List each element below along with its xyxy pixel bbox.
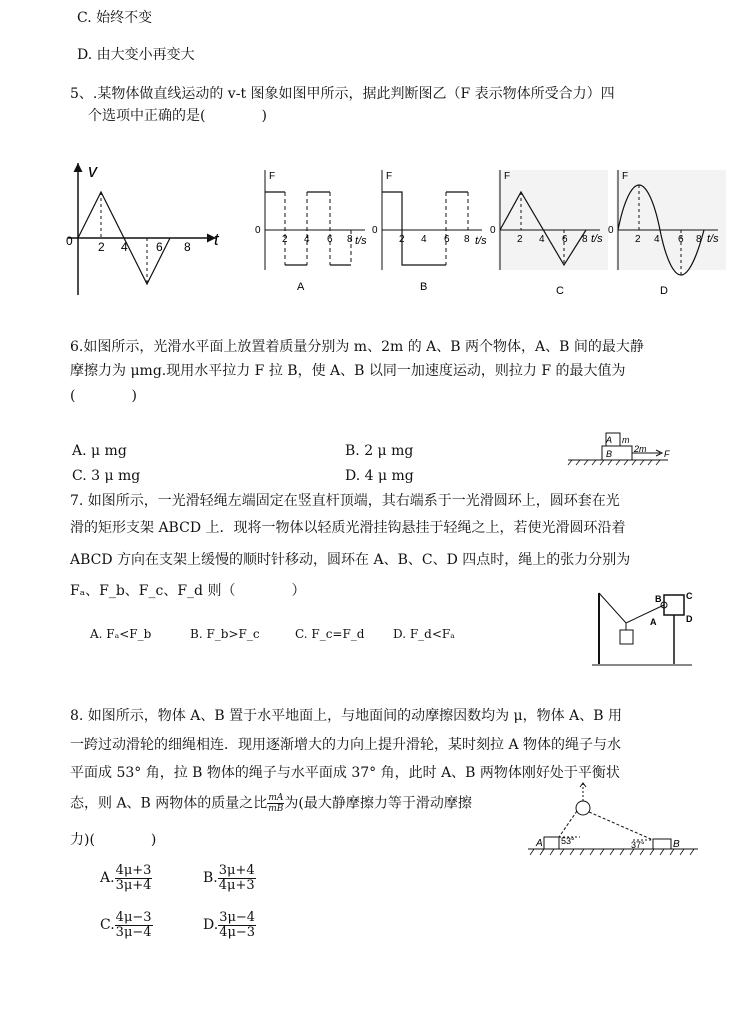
graph-c-origin: 0 <box>490 225 496 236</box>
graph-d-tick-6: 6 <box>678 234 684 245</box>
q8-fig-angle-53: 53° <box>561 836 575 846</box>
q8-stem-line3: 平面成 53° 角，拉 B 物体的绳子与水平面成 37° 角，此时 A、B 两物体刚好处于平衡状 <box>70 765 620 781</box>
graph-a-tick-6: 6 <box>327 234 333 245</box>
graph-b-origin: 0 <box>372 225 378 236</box>
q8-option-b-num: 3μ+4 <box>218 862 255 878</box>
graph-d-xlabel: t/s <box>707 233 719 245</box>
graph-b-tick-2: 2 <box>399 234 405 245</box>
graph-a-ylabel: F <box>269 171 276 182</box>
q7-stem-line2: 滑的矩形支架 ABCD 上．现将一物体以轻质光滑挂钩悬挂于轻绳之上，若使光滑圆环沿着 <box>70 520 626 536</box>
q8-fig-angle-37: 37° <box>631 840 645 850</box>
graph-b-tick-4: 4 <box>421 234 427 245</box>
q6-fig-2m: 2m <box>634 444 647 454</box>
graph-a-tick-8: 8 <box>347 234 353 245</box>
q8-option-d-den: 4μ−3 <box>219 924 256 940</box>
q7-option-b: B. F_b>F_c <box>190 627 260 641</box>
graph-d-tick-2: 2 <box>635 234 641 245</box>
graph-b-ylabel: F <box>386 171 393 182</box>
q8-option-c-num: 4μ−3 <box>115 909 152 925</box>
q8-stem-line4 <box>70 793 472 814</box>
graph-d-tick-4: 4 <box>654 234 660 245</box>
graph-b-xlabel: t/s <box>475 235 487 247</box>
q8-ratio-num: mA <box>268 793 284 803</box>
q4-option-d: D. 由大变小再变大 <box>77 47 195 63</box>
q8-option-c-den: 3μ−4 <box>115 924 152 940</box>
q7-stem-line4: Fₐ、F_b、F_c、F_d 则（ ） <box>70 583 306 599</box>
graph-b-label: B <box>420 281 428 293</box>
q7-fig-d: D <box>686 614 693 624</box>
q8-option-b-label: B. <box>203 870 218 886</box>
q8-fig-a: A <box>536 838 543 849</box>
graph-d-origin: 0 <box>608 225 614 236</box>
q6-stem-line3: ( ) <box>70 388 137 404</box>
graph-c-xlabel: t/s <box>591 233 603 245</box>
q7-figure <box>592 590 702 670</box>
q8-option-b-den: 4μ+3 <box>218 877 255 893</box>
q6-stem-line1: 6.如图所示，光滑水平面上放置着质量分别为 m、2m 的 A、B 两个物体，A、B 间的最大静 <box>70 339 644 355</box>
q6-fig-a: A <box>606 435 613 445</box>
q8-stem-line5: 力)( ) <box>70 832 157 848</box>
vt-graph <box>66 155 226 300</box>
graph-d <box>608 170 728 300</box>
q8-stem-line4-a: 态，则 A、B 两物体的质量之比 <box>70 795 268 812</box>
graph-a-origin: 0 <box>255 225 261 236</box>
graph-a-tick-2: 2 <box>282 234 288 245</box>
graph-c-tick-6: 6 <box>562 234 568 245</box>
vt-ylabel: v <box>88 161 97 181</box>
q8-figure <box>528 783 708 863</box>
q7-stem-line3: ABCD 方向在支架上缓慢的顺时针移动，圆环在 A、B、C、D 四点时，绳上的张力分别为 <box>70 552 631 568</box>
graph-d-ylabel: F <box>622 171 629 182</box>
graph-a-tick-4: 4 <box>304 234 310 245</box>
q6-fig-b: B <box>606 449 613 459</box>
q4-option-c: C. 始终不变 <box>77 10 153 26</box>
graph-c-ylabel: F <box>504 171 511 182</box>
q6-option-a: A. μ mg <box>72 443 127 459</box>
q8-option-a-label: A. <box>100 870 115 886</box>
q8-fig-b: B <box>673 839 680 850</box>
graph-a <box>255 170 375 300</box>
q7-option-a: A. Fₐ<F_b <box>90 627 152 641</box>
q8-option-d <box>203 907 256 943</box>
vt-tick-6: 6 <box>156 240 163 254</box>
q6-fig-m: m <box>622 435 630 445</box>
q8-stem-line2: 一跨过动滑轮的细绳相连．现用逐渐增大的力向上提升滑轮，某时刻拉 A 物体的绳子与水 <box>70 737 622 753</box>
q6-option-d: D. 4 μ mg <box>345 468 414 484</box>
q7-option-d: D. F_d<Fₐ <box>393 627 455 641</box>
q8-mass-ratio <box>267 793 284 814</box>
q7-stem-line1: 7. 如图所示，一光滑轻绳左端固定在竖直杆顶端，其右端系于一光滑圆环上，圆环套在光 <box>70 493 620 509</box>
q5-stem-line2: 个选项中正确的是( ) <box>88 108 267 124</box>
q8-option-d-num: 3μ−4 <box>219 909 256 925</box>
graph-b <box>372 170 492 300</box>
q7-option-c: C. F_c=F_d <box>295 627 365 641</box>
q8-stem-line4-b: 为(最大静摩擦力等于滑动摩擦 <box>284 795 472 812</box>
q7-fig-b: B <box>655 594 662 604</box>
q5-stem-line1: 5、.某物体做直线运动的 v-t 图象如图甲所示，据此判断图乙（F 表示物体所受合力）四 <box>70 86 615 102</box>
q8-option-a <box>100 860 152 896</box>
graph-c <box>490 170 610 300</box>
graph-c-tick-8: 8 <box>582 234 588 245</box>
vt-tick-8: 8 <box>184 240 191 254</box>
q7-fig-a: A <box>650 617 657 627</box>
q8-option-c-label: C. <box>100 917 115 933</box>
q8-option-d-label: D. <box>203 917 219 933</box>
graph-c-label: C <box>556 285 564 297</box>
q6-figure <box>568 428 678 468</box>
vt-origin: 0 <box>66 234 73 248</box>
q8-option-a-num: 4μ+3 <box>115 862 152 878</box>
q8-option-c <box>100 907 153 943</box>
graph-b-tick-6: 6 <box>444 234 450 245</box>
vt-xlabel: t <box>214 230 219 249</box>
graph-a-label: A <box>297 281 305 293</box>
q8-ratio-den: mB <box>268 804 284 814</box>
vt-tick-4: 4 <box>121 240 128 254</box>
q6-fig-f: F <box>664 449 670 459</box>
q6-option-c: C. 3 μ mg <box>72 468 141 484</box>
graph-d-label: D <box>660 285 668 297</box>
q8-option-b <box>203 860 256 896</box>
vt-tick-2: 2 <box>98 240 105 254</box>
graph-c-tick-2: 2 <box>517 234 523 245</box>
graph-c-tick-4: 4 <box>539 234 545 245</box>
q6-stem-line2: 摩擦力为 μmg.现用水平拉力 F 拉 B，使 A、B 以同一加速度运动，则拉力 F 的最大值为 <box>70 363 626 379</box>
q6-option-b: B. 2 μ mg <box>345 443 414 459</box>
q7-fig-c: C <box>686 591 693 601</box>
graph-a-xlabel: t/s <box>355 235 367 247</box>
graph-b-tick-8: 8 <box>464 234 470 245</box>
graph-d-tick-8: 8 <box>696 234 702 245</box>
q8-stem-line1: 8. 如图所示，物体 A、B 置于水平地面上，与地面间的动摩擦因数均为 μ，物体 A、B 用 <box>70 708 622 724</box>
q8-option-a-den: 3μ+4 <box>115 877 152 893</box>
